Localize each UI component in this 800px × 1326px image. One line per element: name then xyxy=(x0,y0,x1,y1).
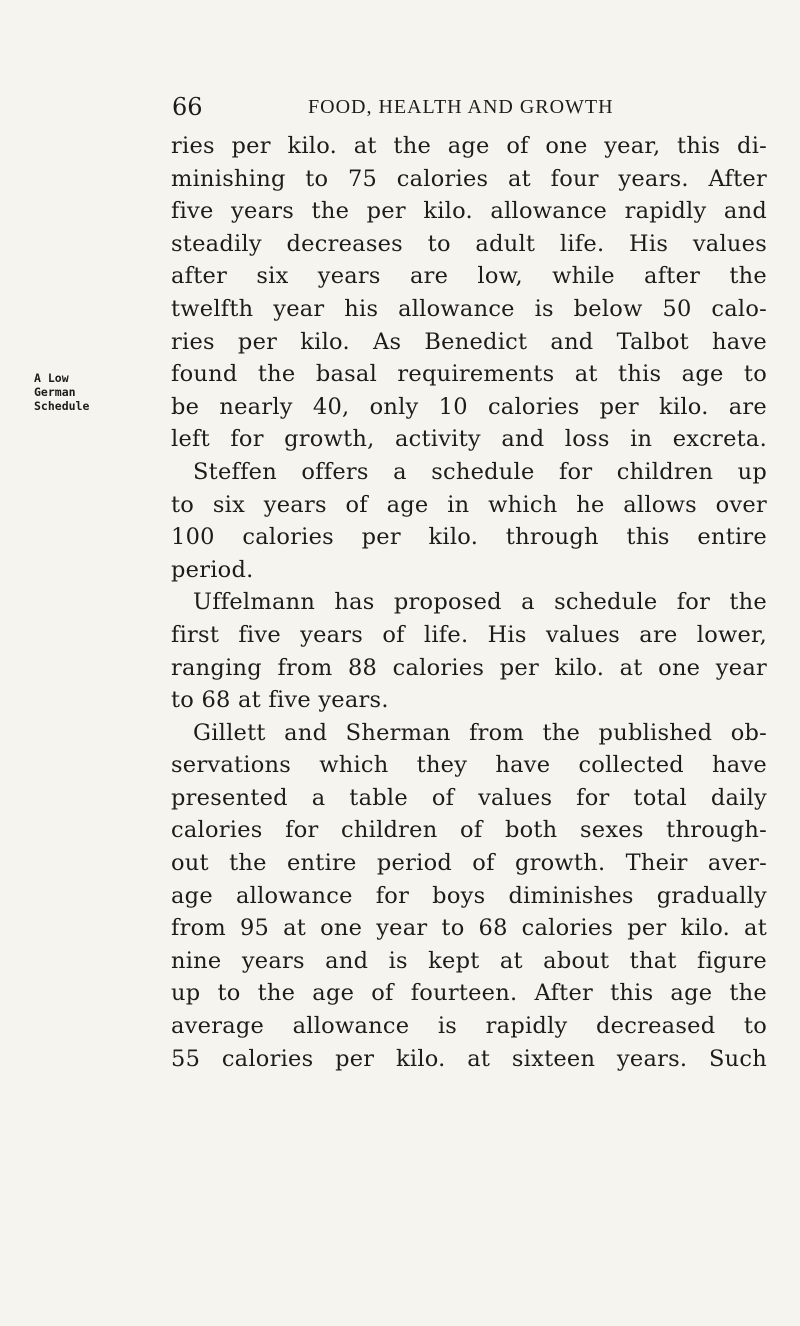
text-line: period. xyxy=(171,556,254,583)
text-line: age allowance for boys diminishes gradually xyxy=(171,882,767,909)
text-line: nine years and is kept at about that figure xyxy=(171,947,767,974)
text-line: five years the per kilo. allowance rapidly and xyxy=(171,198,767,225)
text-line: found the basal requirements at this age to xyxy=(171,361,767,388)
text-line: be nearly 40, only 10 calories per kilo. are xyxy=(171,393,767,420)
text-line: Uffelmann has proposed a schedule for the xyxy=(193,589,767,616)
text-line: 100 calories per kilo. through this entire xyxy=(171,524,767,551)
text-line: from 95 at one year to 68 calories per kilo. at xyxy=(171,915,767,942)
text-line: Gillett and Sherman from the published ob- xyxy=(193,719,767,746)
text-line: 55 calories per kilo. at sixteen years. Such xyxy=(171,1045,767,1072)
text-line: out the entire period of growth. Their aver- xyxy=(171,850,767,877)
text-line: calories for children of both sexes through- xyxy=(171,817,767,844)
text-line: minishing to 75 calories at four years. After xyxy=(171,165,767,192)
page-header xyxy=(172,93,732,123)
text-line: after six years are low, while after the xyxy=(171,263,767,290)
text-line: Steffen offers a schedule for children up xyxy=(193,458,767,485)
text-line: first five years of life. His values are lower, xyxy=(171,621,767,648)
text-line: to 68 at five years. xyxy=(171,687,389,714)
margin-note-line: Schedule xyxy=(34,399,90,413)
margin-note-line: A Low xyxy=(34,371,69,385)
body-text xyxy=(171,130,767,1075)
text-line: ranging from 88 calories per kilo. at one year xyxy=(171,654,767,681)
page-number: 66 xyxy=(172,93,203,121)
text-line: ries per kilo. As Benedict and Talbot have xyxy=(171,328,767,355)
text-line: to six years of age in which he allows over xyxy=(171,491,767,518)
margin-note xyxy=(34,371,154,413)
text-line: presented a table of values for total daily xyxy=(171,784,767,811)
margin-note-line: German xyxy=(34,385,76,399)
running-head: FOOD, HEALTH AND GROWTH xyxy=(308,96,614,118)
text-line: steadily decreases to adult life. His values xyxy=(171,230,767,257)
text-line: up to the age of fourteen. After this age the xyxy=(171,980,767,1007)
text-line: twelfth year his allowance is below 50 calo- xyxy=(171,295,767,322)
text-line: ries per kilo. at the age of one year, this di- xyxy=(171,133,767,159)
text-line: average allowance is rapidly decreased to xyxy=(171,1013,767,1040)
text-line: servations which they have collected have xyxy=(171,752,767,779)
text-line: left for growth, activity and loss in excreta. xyxy=(171,426,767,453)
